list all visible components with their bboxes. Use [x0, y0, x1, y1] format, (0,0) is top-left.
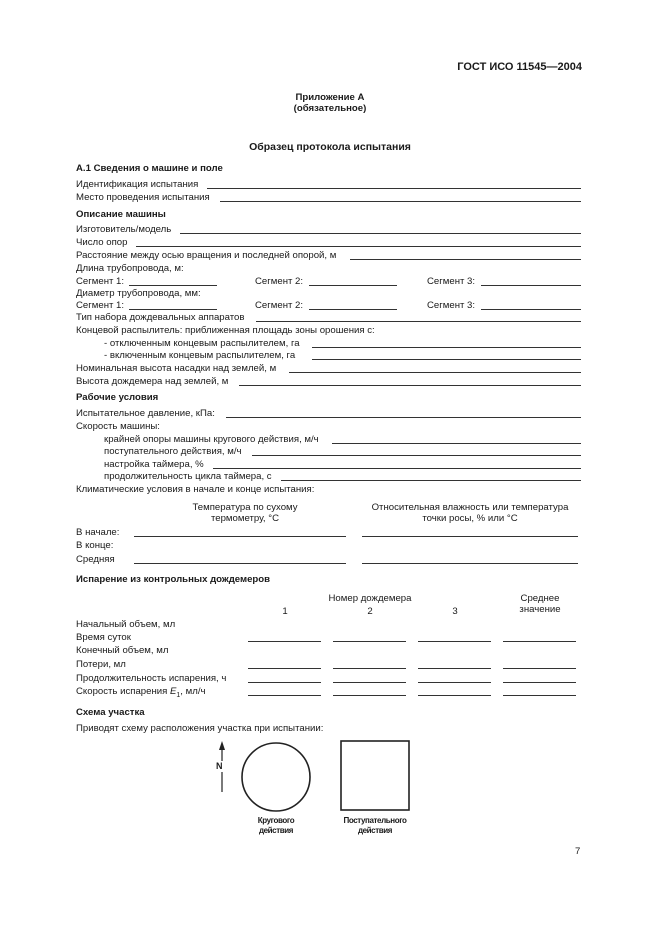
temp-header: Температура по сухому — [192, 502, 298, 513]
appendix-note: (обязательное) — [293, 103, 367, 114]
square-caption-2: действия — [357, 826, 393, 835]
pl-segment3-label: Сегмент 3: — [427, 276, 476, 287]
evaporation-heading: Испарение из контрольных дождемеров — [76, 574, 271, 585]
machine-heading: Описание машины — [76, 209, 166, 220]
pd-segment1-label: Сегмент 1: — [76, 300, 125, 311]
cycle-label: продолжительность цикла таймера, с — [104, 471, 272, 482]
rate-subscript: 1 — [176, 691, 181, 699]
speed-label: Скорость машины: — [76, 421, 160, 432]
pl-segment1-label: Сегмент 1: — [76, 276, 125, 287]
pipe-diameter-label: Диаметр трубопровода, мм: — [76, 288, 201, 299]
evap-row-time: Время суток — [76, 632, 131, 643]
section-a1-heading: А.1 Сведения о машине и поле — [76, 163, 223, 174]
gauge-col-1: 1 — [282, 606, 288, 617]
average-header-2: значение — [519, 604, 561, 615]
linear-label: поступательного действия, м/ч — [104, 446, 242, 457]
average-header-1: Среднее — [520, 593, 560, 604]
outer-tower-label: крайней опоры машины кругового действия, м/ч — [104, 434, 319, 445]
manufacturer-label: Изготовитель/модель — [76, 224, 172, 235]
distance-label: Расстояние между осью вращения и последней опорой, м — [76, 250, 337, 261]
pipe-length-label: Длина трубопровода, м: — [76, 263, 184, 274]
sprinkler-set-label: Тип набора дождевальных аппаратов — [76, 312, 245, 323]
nozzle-height-label: Номинальная высота насадки над землей, м — [76, 363, 277, 374]
evap-row-duration: Продолжительность испарения, ч — [76, 673, 227, 684]
linear-field-shape — [341, 741, 409, 810]
scheme-heading: Схема участка — [76, 707, 145, 718]
timer-label: настройка таймера, % — [104, 459, 204, 470]
climate-row-end: В конце: — [76, 540, 114, 551]
pl-segment2-label: Сегмент 2: — [255, 276, 304, 287]
pd-segment3-label: Сегмент 3: — [427, 300, 476, 311]
humidity-header: Относительная влажность или температура — [371, 502, 569, 513]
test-id-label: Идентификация испытания — [76, 179, 199, 190]
evap-row-final: Конечный объем, мл — [76, 645, 169, 656]
end-gun-off-label: - отключенным концевым распылителем, га — [104, 338, 300, 349]
circular-field-shape — [242, 743, 310, 811]
test-site-label: Место проведения испытания — [76, 192, 210, 203]
end-gun-on-label: - включенным концевым распылителем, га — [104, 350, 296, 361]
gauge-col-2: 2 — [367, 606, 373, 617]
rate-unit: , мл/ч — [180, 686, 206, 697]
rate-label: Скорость испарения — [76, 686, 168, 697]
square-caption-1: Поступательного — [343, 816, 407, 825]
evap-row-losses: Потери, мл — [76, 659, 126, 670]
gauge-number-header: Номер дождемера — [328, 593, 412, 604]
pd-segment2-label: Сегмент 2: — [255, 300, 304, 311]
circle-caption-1: Кругового — [257, 816, 295, 825]
appendix-title: Приложение А — [295, 92, 365, 103]
circle-caption-2: действия — [258, 826, 294, 835]
climate-row-avg: Средняя — [76, 554, 115, 565]
temp-header-2: термометру, °С — [210, 513, 280, 524]
page-number: 7 — [575, 846, 581, 857]
supports-label: Число опор — [76, 237, 128, 248]
pressure-label: Испытательное давление, кПа: — [76, 408, 215, 419]
gauge-height-label: Высота дождемера над землей, м — [76, 376, 229, 387]
rate-symbol: E — [169, 686, 177, 697]
standard-number: ГОСТ ИСО 11545—2004 — [457, 61, 582, 73]
gauge-col-3: 3 — [452, 606, 458, 617]
north-label: N — [216, 761, 223, 771]
climate-label: Климатические условия в начале и конце испытания: — [76, 484, 315, 495]
evap-row-initial: Начальный объем, мл — [76, 619, 176, 630]
end-gun-label: Концевой распылитель: приближенная площадь зоны орошения с: — [76, 325, 375, 336]
scheme-text: Приводят схему расположения участка при испытании: — [76, 723, 324, 734]
climate-row-start: В начале: — [76, 527, 120, 538]
conditions-heading: Рабочие условия — [76, 392, 159, 403]
document-title: Образец протокола испытания — [249, 141, 411, 153]
humidity-header-2: точки росы, % или °С — [422, 513, 518, 524]
